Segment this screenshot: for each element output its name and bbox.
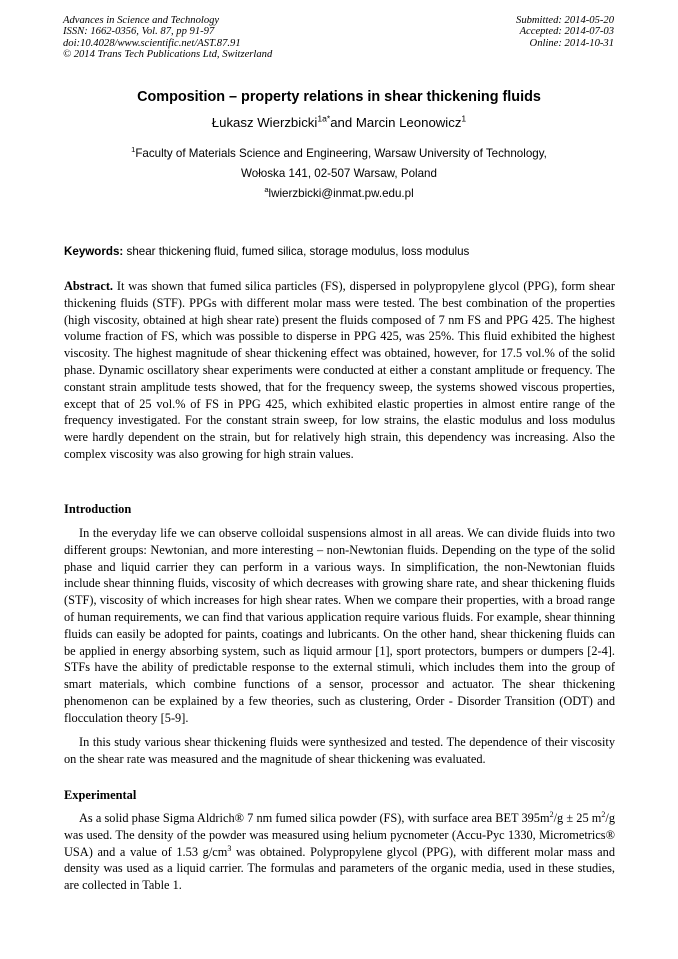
abstract-label: Abstract. (64, 279, 114, 293)
issn-line: ISSN: 1662-0356, Vol. 87, pp 91-97 (63, 26, 215, 38)
submission-dates (516, 15, 614, 49)
accepted-date: Accepted: 2014-07-03 (519, 26, 614, 38)
exp-text-c: /g was used. The density of the powder was measured using helium pycnometer (Accu-Pyc 1330, Micrometrics® USA) and a value of 1.53 g/cm (64, 811, 615, 859)
experimental-heading: Experimental (64, 788, 137, 802)
email-address[interactable]: lwierzbicki@inmat.pw.edu.pl (268, 187, 414, 200)
author-1: Łukasz Wierzbicki (211, 115, 318, 130)
copyright-line: © 2014 Trans Tech Publications Ltd, Switzerland (63, 48, 273, 60)
author-2-affiliation-mark: 1 (461, 113, 467, 124)
journal-header (63, 15, 614, 63)
abstract (64, 278, 615, 463)
introduction-paragraph-2: In this study various shear thickening fluids were synthesized and tested. The dependence of their viscosity on the shear rate was measured and the magnitude of shear thickening was evaluated. (64, 735, 615, 766)
exp-sup-2: 2 (601, 809, 606, 819)
online-date: Online: 2014-10-31 (529, 37, 614, 49)
exp-text-b: /g ± 25 m (553, 811, 602, 825)
keywords-label: Keywords: (64, 245, 124, 258)
email-mark: a (264, 185, 269, 195)
affiliation-line-2: Wołoska 141, 02-507 Warsaw, Poland (241, 167, 437, 180)
exp-sup-1: 2 (549, 809, 554, 819)
paper-title: Composition – property relations in shear thickening fluids (137, 89, 541, 105)
abstract-text: It was shown that fumed silica particles (FS), dispersed in polypropylene glycol (PPG), form shear thickening fluids (STF). PPGs with different molar mass were tested. The best combination of the properties (high viscosity, obtained at high shear rate) present the fluids composed of 7 nm FS and PPG 425. The highest volume fraction of FS, which was possible to disperse in PPG 425, was 25%. This fluid exhibited the highest viscosity. The highest magnitude of shear thickening effect was obtained, however, for 17.5 vol.% of the solid phase. Dynamic oscillatory shear experiments were conducted at either a constant amplitude or frequency. The constant strain amplitude tests showed, that for the frequency sweep, the systems showed viscous properties, except that of 25 vol.% of FS in PPG 425, which exhibited elastic properties in almost entire range of the frequency investigated. For the constant strain sweep, for low strains, the elastic modulus and loss modulus were hardly dependent on the strain, but for relatively high strain, this dependency was increasing. Also the complex viscosity was also growing for high strain values. (64, 279, 616, 461)
journal-info (63, 15, 272, 60)
introduction-heading: Introduction (64, 502, 132, 516)
affiliation-mark: 1 (131, 145, 136, 155)
experimental-paragraph-1 (64, 810, 615, 894)
author-connector: and Marcin Leonowicz (330, 115, 462, 130)
exp-sup-3: 3 (227, 843, 232, 853)
author-1-affiliation-mark: 1a* (317, 113, 331, 124)
affiliation-text: Faculty of Materials Science and Engineering, Warsaw University of Technology, (135, 147, 547, 160)
keywords (64, 245, 616, 258)
journal-name: Advances in Science and Technology (63, 15, 220, 26)
keywords-text: shear thickening fluid, fumed silica, storage modulus, loss modulus (126, 245, 470, 258)
exp-text-d: was obtained. Polypropylene glycol (PPG), with different molar mass and density was used as a liquid carrier. The formulas and parameters of the organic media, used in these studies, are collected in Table 1. (64, 844, 615, 893)
introduction-paragraph-1: In the everyday life we can observe colloidal suspensions almost in all areas. We can divide fluids into two different groups: Newtonian, and more interesting – non-Newtonian fluids. Depending on the type of the solid phase and liquid carrier they can perform in a various ways. In simplification, the non-Newtonian fluids include shear thinning fluids, viscosity of which decreases with growing share rate, and shear thickening fluids (STF), viscosity of which increases for high shear rates. When we compare their properties, with a broad range of human requirements, we can find that various application require various fluids. For example, shear thinning fluids can easily be adopted for paints, coatings and lubricants. On the other hand, shear thickening fluids can be applied in energy absorbing system, such as liquid armour [1], sport protectors, bumpers or dumpers [2-4]. STFs have the ability of predictable response to the external stimuli, which includes them into the group of smart materials, which combine functions of a sensor, processor and actuator. The shear thickening phenomenon can be explained by a few theories, such as clustering, Order - Disorder Transition (ODT) and flocculation theory [5-9]. (64, 526, 615, 725)
doi-line: doi:10.4028/www.scientific.net/AST.87.91 (63, 37, 241, 49)
exp-text-a: As a solid phase Sigma Aldrich® 7 nm fumed silica powder (FS), with surface area BET 395m (79, 811, 550, 825)
submitted-date: Submitted: 2014-05-20 (516, 15, 614, 26)
email-line (0, 187, 678, 200)
author-line (0, 115, 678, 130)
affiliation-line-1 (0, 147, 678, 160)
